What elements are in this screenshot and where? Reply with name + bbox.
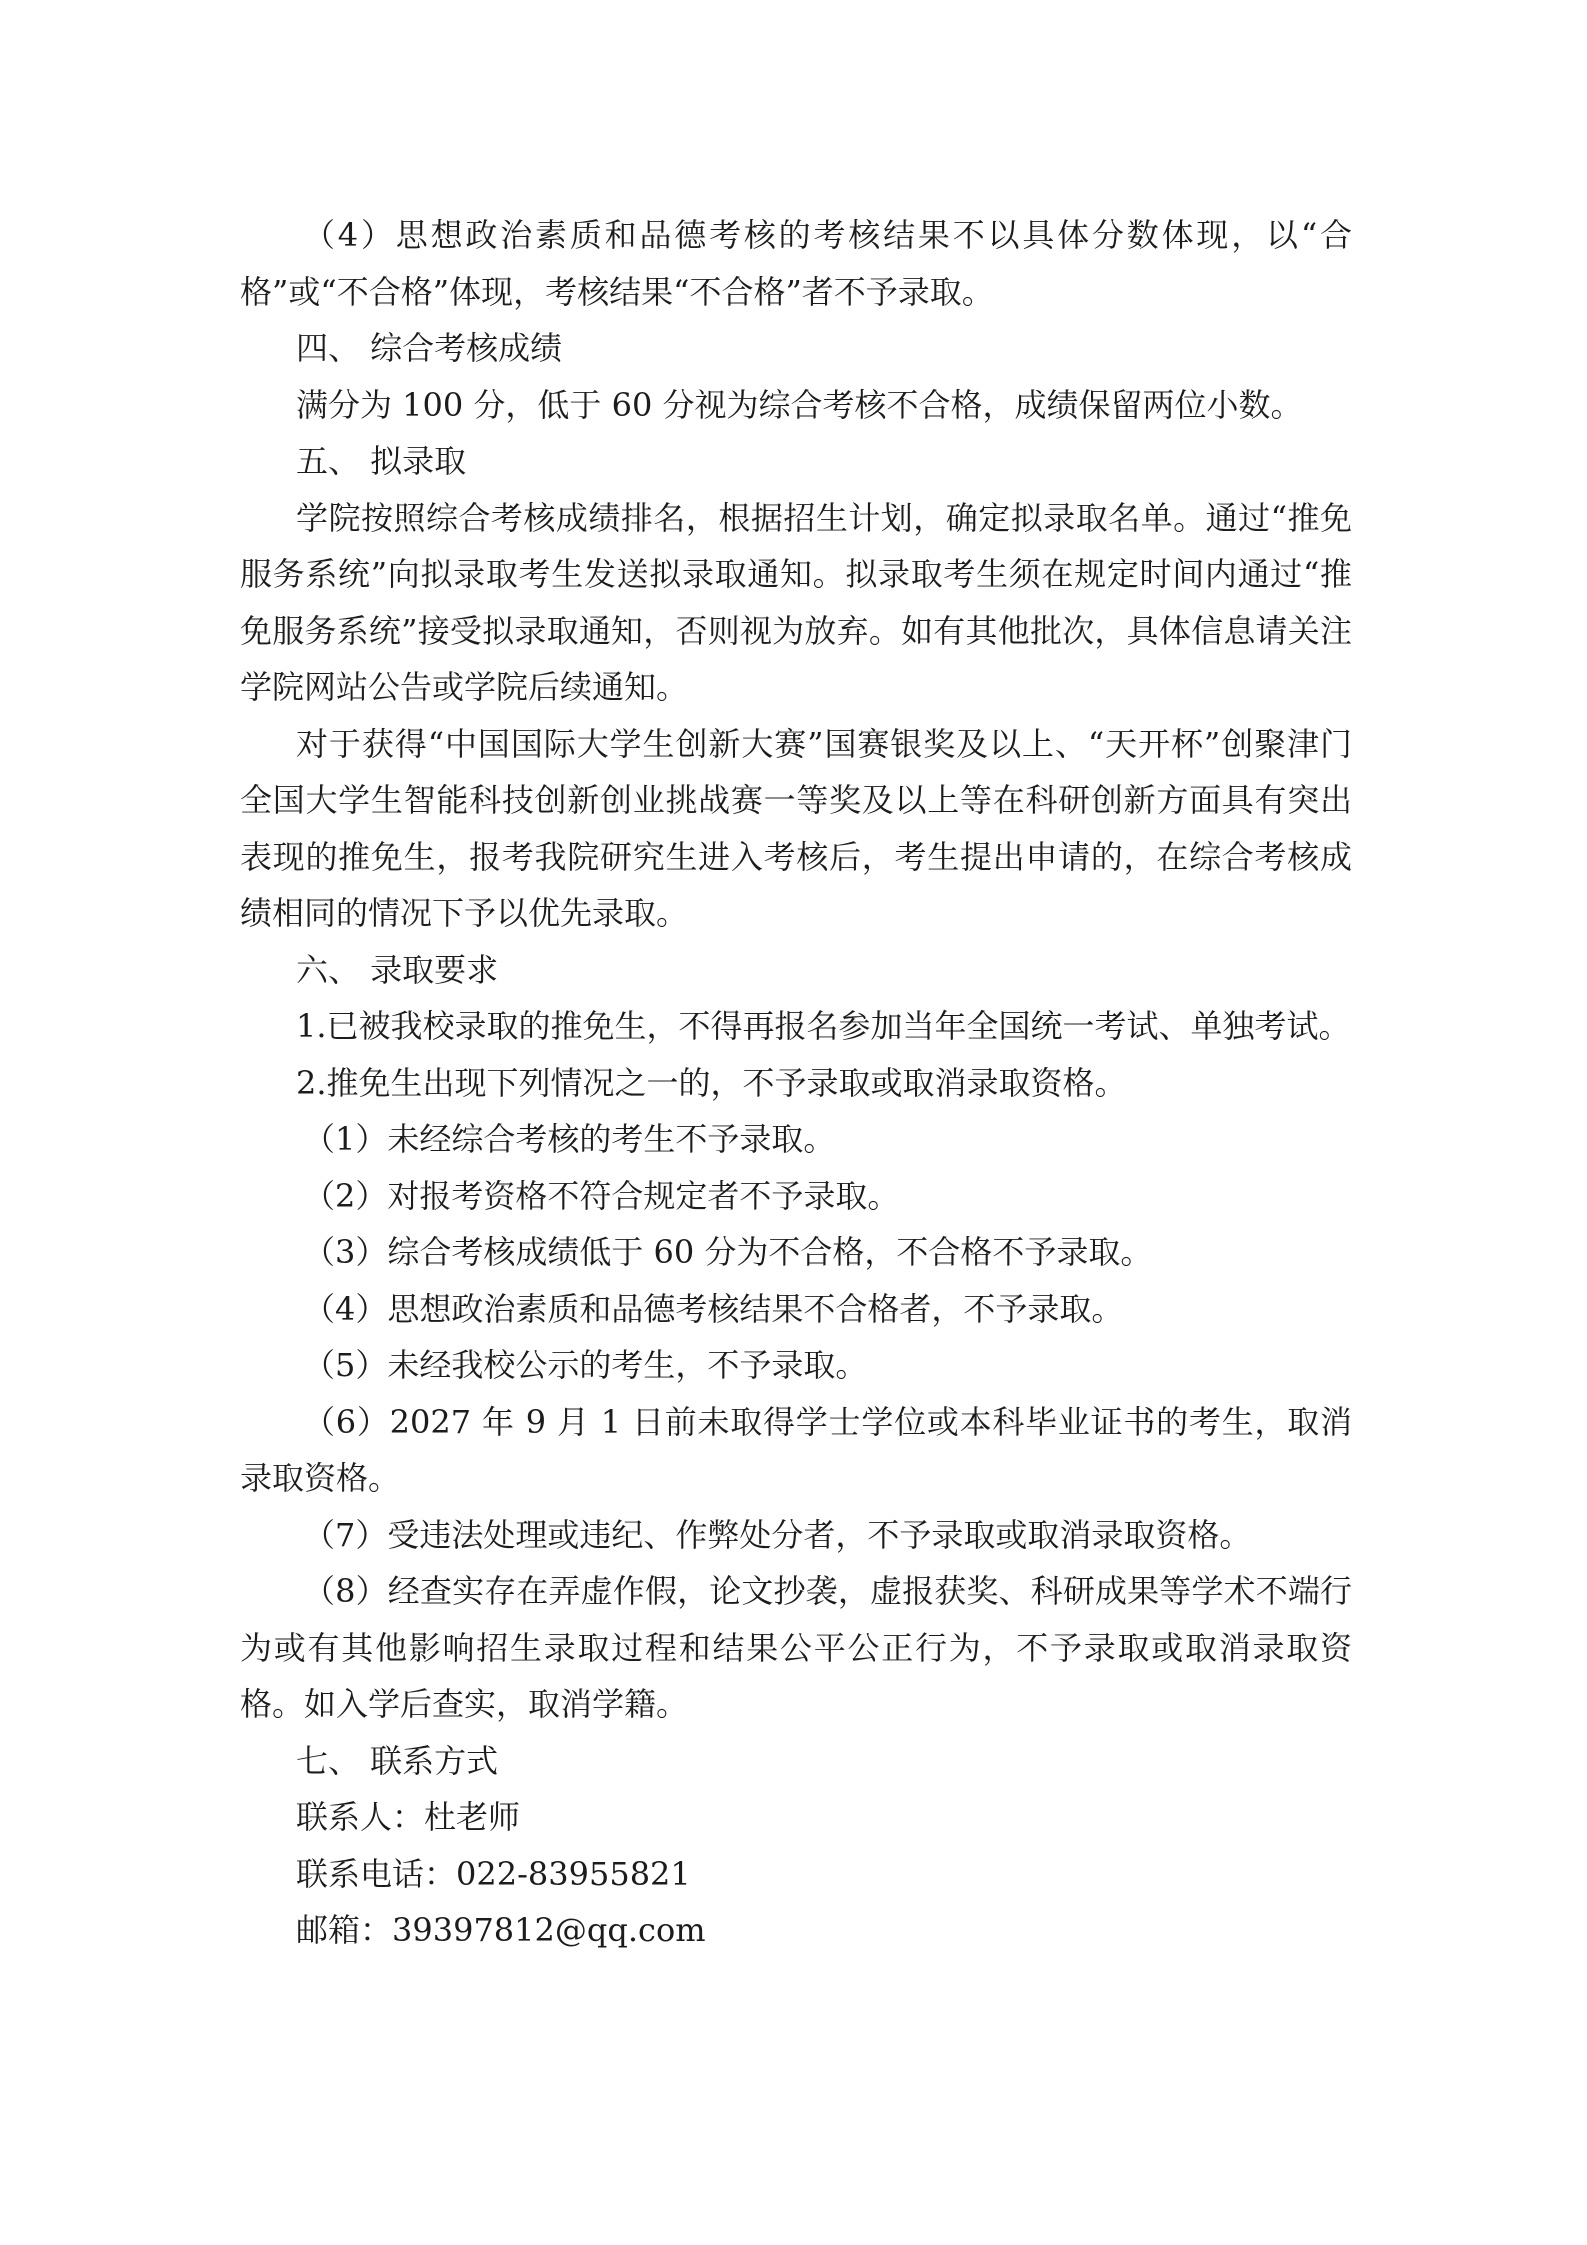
requirement-rule-1: 1.已被我校录取的推免生，不得再报名参加当年全国统一考试、单独考试。 (296, 1007, 1351, 1045)
requirement-item-4: （4）思想政治素质和品德考核结果不合格者，不予录取。 (303, 1289, 1124, 1328)
section-heading-6: 六、 录取要求 (296, 950, 499, 989)
requirement-item-5: （5）未经我校公示的考生，不予录取。 (303, 1346, 868, 1384)
contact-person: 联系人：杜老师 (296, 1798, 521, 1836)
contact-email: 邮箱：39397812@qq.com (296, 1911, 706, 1949)
section-heading-5: 五、 拟录取 (296, 442, 467, 480)
requirement-item-2: （2）对报考资格不符合规定者不予录取。 (303, 1176, 900, 1215)
section-heading-4: 四、 综合考核成绩 (296, 329, 563, 367)
section-heading-7: 七、 联系方式 (296, 1741, 499, 1780)
admission-paragraph-2: 对于获得“中国国际大学生创新大赛”国赛银奖及以上、“天开杯”创聚津门全国大学生智能科技创新创业挑战赛一等奖及以上等在科研创新方面具有突出表现的推免生，报考我院研究生进入考核后，考生提出申请的，在综合考核成绩相同的情况下予以优先录取。 (240, 724, 1352, 932)
contact-phone: 联系电话：022-83955821 (296, 1854, 691, 1893)
requirement-item-1: （1）未经综合考核的考生不予录取。 (303, 1120, 836, 1158)
document-page (240, 207, 1352, 1959)
requirement-rule-2: 2.推免生出现下列情况之一的，不予录取或取消录取资格。 (296, 1063, 1127, 1102)
requirement-item-6: （6）2027 年 9 月 1 日前未取得学士学位或本科毕业证书的考生，取消录取资格。 (240, 1402, 1352, 1497)
score-description: 满分为 100 分，低于 60 分视为综合考核不合格，成绩保留两位小数。 (296, 385, 1303, 424)
assessment-item-4: （4）思想政治素质和品德考核的考核结果不以具体分数体现，以“合格”或“不合格”体现，考核结果“不合格”者不予录取。 (240, 216, 1352, 311)
admission-paragraph-1: 学院按照综合考核成绩排名，根据招生计划，确定拟录取名单。通过“推免服务系统”向拟录取考生发送拟录取通知。拟录取考生须在规定时间内通过“推免服务系统”接受拟录取通知，否则视为放弃。如有其他批次，具体信息请关注学院网站公告或学院后续通知。 (240, 498, 1352, 706)
requirement-item-8: （8）经查实存在弄虚作假，论文抄袭，虚报获奖、科研成果等学术不端行为或有其他影响招生录取过程和结果公平公正行为，不予录取或取消录取资格。如入学后查实，取消学籍。 (240, 1572, 1352, 1723)
requirement-item-3: （3）综合考核成绩低于 60 分为不合格，不合格不予录取。 (303, 1233, 1153, 1271)
requirement-item-7: （7）受违法处理或违纪、作弊处分者，不予录取或取消录取资格。 (303, 1515, 1252, 1554)
